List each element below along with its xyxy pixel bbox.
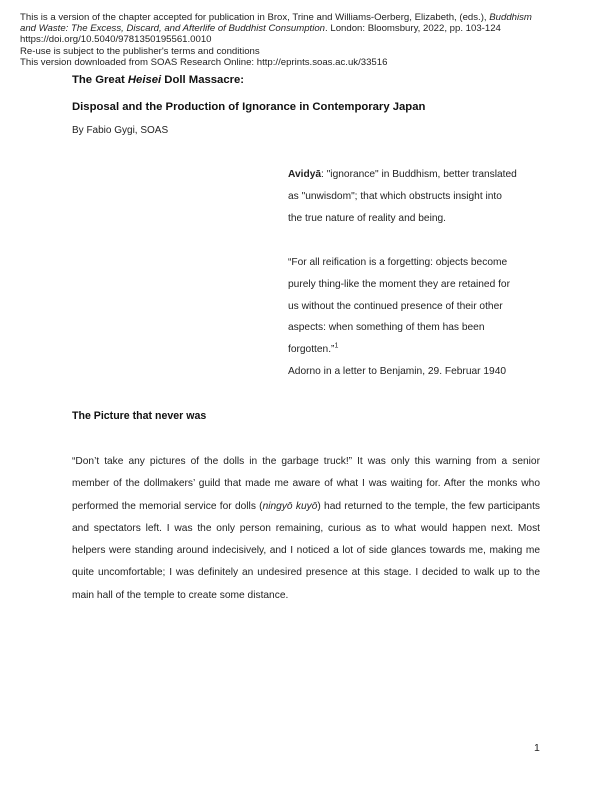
notice-publisher: . London: Bloomsbury, 2022, pp. 103-124 (325, 23, 501, 35)
notice-reuse: Re-use is subject to the publisher's terms and conditions (20, 45, 260, 57)
paragraph-part-1: “Don’t take any pictures of the dolls in the garbage truck!” It was only this warning from a senior member of the dollmakers’ guild that made me aware of what I was waiting for. After the monks who performed the memorial service for dolls ( (72, 456, 540, 512)
epigraph-avidya (288, 164, 548, 229)
epigraph-attribution: Adorno in a letter to Benjamin, 29. Februar 1940 (288, 365, 507, 377)
notice-doi[interactable]: https://doi.org/10.5040/9781350195561.0010 (20, 34, 212, 46)
epigraph-quote-line-1: “For all reification is a forgetting: objects become (288, 257, 508, 268)
notice-citation-text: This is a version of the chapter accepted for publication in Brox, Trine and Williams-Oerberg, Elizabeth, (eds.), (20, 12, 490, 23)
chapter-title-line-2: Disposal and the Production of Ignorance in Contemporary Japan (72, 101, 426, 113)
author-line: By Fabio Gygi, SOAS (72, 125, 169, 136)
title-post: Doll Massacre: (161, 74, 245, 86)
epigraph-quote-line-5 (288, 339, 548, 361)
publication-notice (20, 12, 592, 68)
epigraph-term: Avidyā (288, 169, 322, 180)
paragraph-part-2: ) had returned to the temple, the few participants and spectators left. I was the only person remaining, curious as to what would happen next. Most helpers were standing around indecisively, and I noticed a lot of side glances towards me, making me quite uncomfortable; I was definitely an undesired presence at this stage. I decided to walk up to the main hall of the temple to create some distance. (72, 500, 541, 601)
epigraph-quote-end: forgotten.” (288, 344, 335, 356)
page-number: 1 (534, 742, 540, 754)
epigraph-avidya-line-3: the true nature of reality and being. (288, 212, 447, 224)
notice-download-url[interactable]: This version downloaded from SOAS Research Online: http://eprints.soas.ac.uk/33516 (20, 56, 388, 68)
notice-line-1 (20, 12, 592, 23)
epigraph-avidya-line-1 (288, 164, 548, 186)
paragraph-japanese-term: ningyō kuyō (262, 500, 318, 512)
epigraph-quote-line-3: us without the continued presence of their other (288, 300, 503, 312)
epigraph-adorno (288, 252, 548, 383)
title-italic: Heisei (127, 74, 162, 86)
epigraph-quote-line-2: purely thing-like the moment they are retained for (288, 278, 510, 290)
section-heading: The Picture that never was (72, 410, 207, 422)
chapter-title-line-1 (72, 74, 244, 86)
notice-line-2 (20, 23, 592, 34)
epigraph-definition: : "ignorance" in Buddhism, better translated (321, 169, 517, 180)
body-paragraph (72, 451, 540, 607)
footnote-marker[interactable]: 1 (334, 342, 339, 350)
notice-book-title-start: Buddhism (489, 12, 532, 23)
epigraph-avidya-line-2: as "unwisdom"; that which obstructs insight into (288, 190, 502, 202)
epigraph-quote-line-4: aspects: when something of them has been (288, 322, 485, 334)
notice-book-title-end: and Waste: The Excess, Discard, and Afterlife of Buddhist Consumption (20, 23, 326, 35)
title-pre: The Great (72, 74, 128, 86)
